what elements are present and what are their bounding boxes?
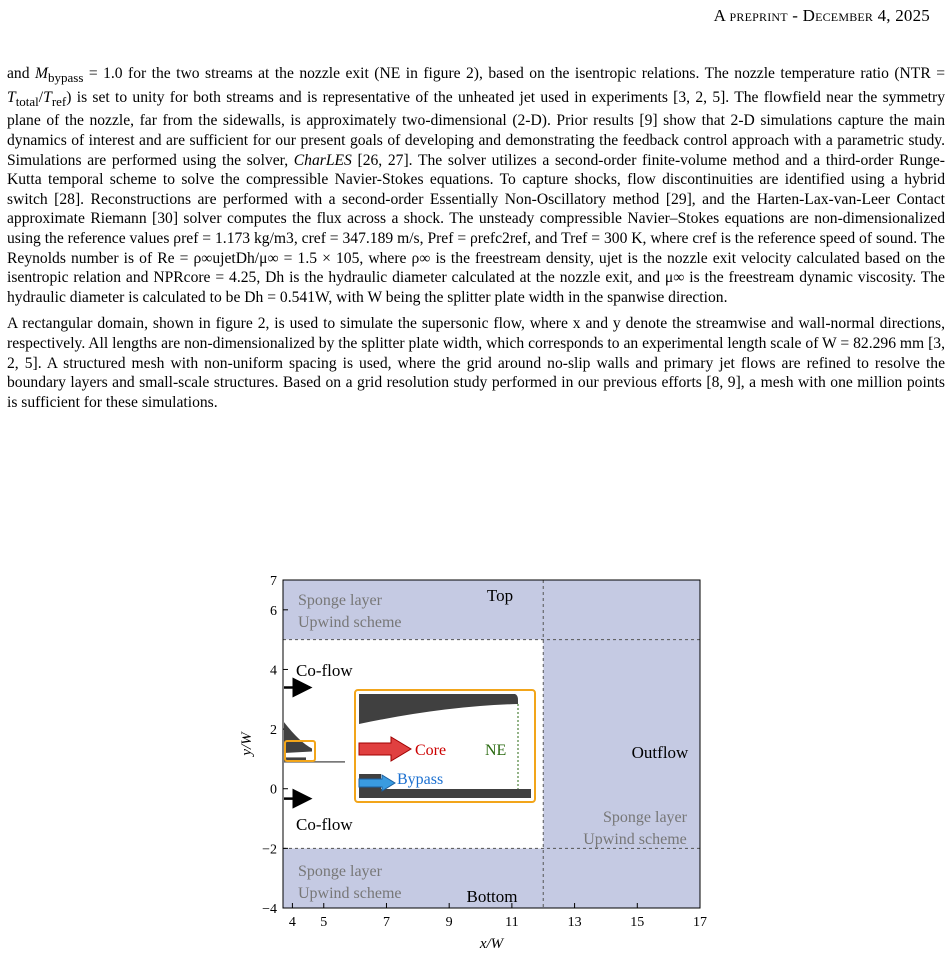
x-tick-label: 17 (693, 915, 707, 930)
x-tick-label: 11 (505, 915, 519, 930)
y-axis-label: y/W (239, 732, 255, 756)
label-coflow-bottom: Co-flow (296, 815, 353, 834)
label-sponge-right-2: Upwind scheme (583, 831, 687, 848)
ref-density: ρref = 1.173 kg/m3 (173, 229, 294, 247)
label-sponge-bottom-2: Upwind scheme (298, 885, 402, 902)
label-bottom: Bottom (466, 887, 518, 906)
x-tick-label: 9 (445, 915, 453, 930)
y-tick-label: −2 (262, 842, 277, 858)
paragraph-2: A rectangular domain, shown in figure 2, is used to simulate the supersonic flow, where x and y denote the streamwise and wall-normal directions, respectively. All lengths are non-dimensionalized by the splitter plate width, which corresponds to an experimental length scale of W = 82.296 mm [3, 2, 5]. A structured mesh with non-uniform spacing is used, where the grid around no-slip walls and primary jet flows are refined to resolve the boundary layers and small-scale structures. Based on a grid resolution study performed in our previous efforts [8, 9], a mesh with one million points is sufficient for these simulations. (7, 315, 945, 411)
label-ne: NE (485, 742, 507, 759)
label-top: Top (486, 586, 514, 605)
x-tick-label: 7 (382, 915, 390, 930)
y-tick-label: 6 (270, 603, 277, 619)
label-outflow: Outflow (631, 743, 689, 762)
x-tick-label: 5 (320, 915, 328, 930)
paragraph-1: and $M_{bypass} = 1.0$ for the two streams at the nozzle exit (NE in figure 2), based on the isentropic relations. The nozzle temperature ratio $(NTR = T_{total}/T_{ref})$ is set to unity for both streams and is representative of the unheated jet used in experiments [3, 2, 5]. The flowfield near the symmetry plane of the nozzle, far from the sidewalls, is approximately two-dimensional (2-D). Prior results [9] show that 2-D simulations capture the main dynamics of interest and are sufficient for our present goals of developing and demonstrating the feedback control approach with a parametric study. Simulations are performed using the solver, CharLES [26, 27]. The solver utilizes a second-order finite-volume method and a third-order Runge-Kutta temporal scheme to solve the compressible Navier-Stokes equations. To capture shocks, flow discontinuities are identified using a hybrid switch [28]. Reconstructions are performed with a second-order Essentially Non-Oscillatory method [29], and the Harten-Lax-van-Leer Contact approximate Riemann [30] solver computes the flux across a shock. The unsteady compressible Navier–Stokes equations are non-dimensionalized using the reference values ρref = 1.173 kg/m3, cref = 347.189 m/s, Pref = ρrefc2ref, and Tref = 300 K, where cref is the reference speed of sound. The Reynolds number is of Re = ρ∞ujetDh/μ∞ = 1.5 × 105, where ρ∞ is the freestream density, ujet is the nozzle exit velocity calculated based on the isentropic relation and NPRcore = 4.25, Dh is the hydraulic diameter calculated at the nozzle exit, and μ∞ is the freestream dynamic viscosity. The hydraulic diameter is calculated to be Dh = 0.541W, with W being the splitter plate width in the spanwise direction. (7, 65, 946, 306)
solver-name: CharLES (293, 151, 352, 169)
label-core: Core (415, 742, 447, 759)
label-sponge-right-1: Sponge layer (603, 809, 687, 826)
x-tick-label: 15 (630, 915, 645, 930)
y-tick-label: −4 (262, 902, 277, 917)
label-coflow-top: Co-flow (296, 661, 353, 680)
x-axis-label: x/W (479, 936, 504, 952)
label-sponge-top-2: Upwind scheme (298, 614, 402, 631)
reynolds-eq: Re = ρ∞ujetDh/μ∞ = 1.5 × 105 (157, 249, 360, 267)
y-tick-label: 2 (270, 723, 277, 739)
label-sponge-bottom-1: Sponge layer (298, 863, 382, 880)
y-tick-label: 0 (270, 782, 277, 798)
label-bypass: Bypass (397, 771, 444, 788)
x-tick-label: 13 (567, 915, 582, 930)
npr-eq: NPRcore = 4.25 (153, 269, 257, 287)
y-tick-label: 7 (270, 574, 277, 589)
ref-speed: cref = 347.189 m/s (301, 229, 420, 247)
running-header: A preprint - December 4, 2025 (713, 6, 930, 25)
ref-temperature: Tref = 300 K (561, 229, 643, 247)
ref-pressure: Pref = ρrefc2ref (427, 229, 528, 247)
y-tick-label: 4 (270, 663, 277, 679)
dh-eq: Dh = 0.541W (244, 288, 329, 306)
x-tick-label: 4 (288, 915, 296, 930)
label-sponge-top-1: Sponge layer (298, 592, 382, 609)
